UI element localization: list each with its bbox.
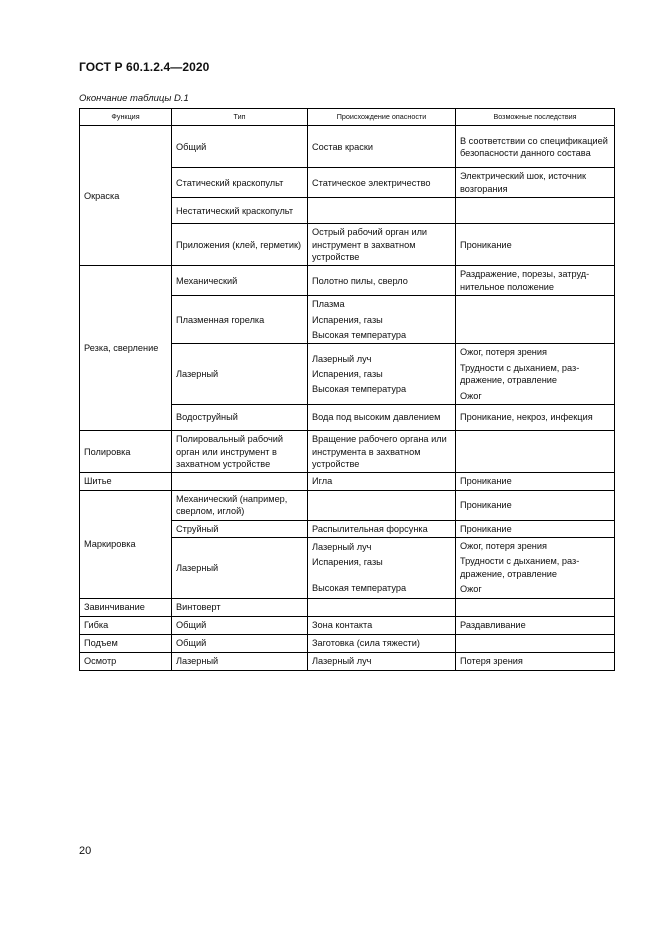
consequence-cell <box>456 198 615 224</box>
hazard-cell-line: Высокая температура <box>312 384 407 395</box>
consequence-cell <box>456 224 615 266</box>
consequence-cell-line: В соответствии со спецификацией безопасности данного состава <box>460 135 608 158</box>
table-row <box>80 126 615 168</box>
type-cell-line: Приложения (клей, герметик) <box>176 239 302 250</box>
hazard-cell-line: Игла <box>312 476 333 487</box>
column-header-function: Функция <box>80 109 172 126</box>
type-cell <box>172 537 308 598</box>
function-cell: Полировка <box>80 431 172 473</box>
consequence-cell <box>456 168 615 198</box>
type-cell <box>172 598 308 616</box>
hazard-cell-line: Вода под высоким давлением <box>312 412 441 423</box>
column-header-hazard: Происхождение опасности <box>308 109 456 126</box>
type-cell-line: Общий <box>176 637 207 648</box>
hazard-cell <box>308 405 456 431</box>
hazard-cell-line: Высокая температура <box>312 330 407 341</box>
hazard-cell-line: Испарения, газы <box>312 314 383 325</box>
consequence-cell-line: Трудности с дыханием, раздражение, отравление <box>460 556 580 579</box>
consequence-cell-line: Раздражение, порезы, затруднительное положение <box>460 269 590 292</box>
function-cell: Маркировка <box>80 490 172 598</box>
hazard-cell-line: Лазерный луч <box>312 353 372 364</box>
consequence-cell <box>456 520 615 537</box>
hazard-cell <box>308 537 456 598</box>
consequence-cell <box>456 598 615 616</box>
hazard-cell-line: Лазерный луч <box>312 655 372 666</box>
hazard-cell-line: Острый рабочий орган или инструмент в захватном устройстве <box>312 227 428 263</box>
type-cell-line: Лазерный <box>176 369 219 380</box>
hazard-cell <box>308 198 456 224</box>
hazard-cell-line: Полотно пилы, сверло <box>312 275 408 286</box>
hazard-cell-line: Испарения, газы <box>312 369 383 380</box>
type-cell <box>172 473 308 490</box>
consequence-cell-line: Проникание <box>460 523 512 534</box>
hazard-cell <box>308 168 456 198</box>
hazard-cell <box>308 224 456 266</box>
type-cell <box>172 520 308 537</box>
hazard-cell <box>308 652 456 670</box>
hazard-cell-line: Заготовка (сила тяжести) <box>312 637 420 648</box>
consequence-cell <box>456 634 615 652</box>
table-caption: Окончание таблицы D.1 <box>79 93 189 104</box>
consequence-cell-line: Ожог, потеря зрения <box>460 347 547 358</box>
column-header-consequence: Возможные последствия <box>456 109 615 126</box>
hazard-cell <box>308 431 456 473</box>
consequence-cell <box>456 490 615 520</box>
function-cell: Осмотр <box>80 652 172 670</box>
hazard-cell <box>308 296 456 344</box>
consequence-cell-line: Проникание, некроз, инфекция <box>460 412 593 423</box>
type-cell-line: Лазерный <box>176 655 219 666</box>
function-cell: Шитье <box>80 473 172 490</box>
consequence-cell-line: Ожог <box>460 584 482 595</box>
type-cell-line: Водоструйный <box>176 412 238 423</box>
hazard-cell <box>308 473 456 490</box>
hazard-cell-line: Плазма <box>312 299 345 310</box>
type-cell <box>172 616 308 634</box>
hazard-cell <box>308 520 456 537</box>
hazard-cell-line: Высокая температура <box>312 583 407 594</box>
consequence-cell <box>456 616 615 634</box>
type-cell-line: Механический (например, сверлом, иглой) <box>176 493 288 517</box>
type-cell-line: Общий <box>176 619 207 630</box>
type-cell-line: Плазменная горелка <box>176 314 265 325</box>
hazard-cell <box>308 344 456 405</box>
consequence-cell <box>456 296 615 344</box>
type-cell-line: Общий <box>176 141 207 152</box>
type-cell <box>172 490 308 520</box>
consequence-cell <box>456 405 615 431</box>
type-cell-line: Статический краскопульт <box>176 177 284 188</box>
type-cell <box>172 344 308 405</box>
hazard-cell <box>308 634 456 652</box>
table-row <box>80 616 615 634</box>
consequence-cell-line: Раздавливание <box>460 619 526 630</box>
consequence-cell-line: Трудности с дыханием, раздражение, отравление <box>460 362 580 386</box>
consequence-cell <box>456 652 615 670</box>
hazard-cell <box>308 616 456 634</box>
hazard-cell <box>308 126 456 168</box>
function-cell: Резка, сверление <box>80 266 172 431</box>
consequence-cell <box>456 266 615 296</box>
table-row <box>80 598 615 616</box>
type-cell-line: Нестатический краскопульт <box>176 205 294 216</box>
table-row <box>80 266 615 296</box>
function-cell: Завинчивание <box>80 598 172 616</box>
consequence-cell <box>456 344 615 405</box>
consequence-cell-line: Проникание <box>460 239 512 250</box>
consequence-cell-line: Ожог, потеря зрения <box>460 540 547 551</box>
column-header-type: Тип <box>172 109 308 126</box>
type-cell <box>172 634 308 652</box>
type-cell-line: Струйный <box>176 523 219 534</box>
type-cell <box>172 224 308 266</box>
type-cell <box>172 266 308 296</box>
hazard-cell-line: Состав краски <box>312 141 373 152</box>
hazard-cell-line: Зона контакта <box>312 619 373 630</box>
type-cell <box>172 168 308 198</box>
type-cell <box>172 431 308 473</box>
type-cell <box>172 198 308 224</box>
hazard-cell <box>308 266 456 296</box>
hazard-cell <box>308 490 456 520</box>
type-cell-line: Механический <box>176 275 238 286</box>
type-cell <box>172 652 308 670</box>
consequence-cell-line: Проникание <box>460 499 512 510</box>
type-cell <box>172 296 308 344</box>
type-cell-line: Полировальный рабочий орган или инструмент в захватном устройстве <box>176 434 284 469</box>
table-row <box>80 490 615 520</box>
hazard-cell-line: Статическое электричество <box>312 177 431 188</box>
document-header: ГОСТ Р 60.1.2.4—2020 <box>79 60 210 74</box>
type-cell <box>172 126 308 168</box>
consequence-cell <box>456 473 615 490</box>
table-row <box>80 473 615 490</box>
table-row <box>80 652 615 670</box>
consequence-cell-line: Проникание <box>460 476 512 487</box>
consequence-cell-line: Электрический шок, источник возгорания <box>460 171 587 194</box>
consequence-cell <box>456 431 615 473</box>
type-cell-line: Лазерный <box>176 562 219 573</box>
page-number: 20 <box>79 845 92 857</box>
function-cell: Подъем <box>80 634 172 652</box>
hazard-cell <box>308 598 456 616</box>
type-cell <box>172 405 308 431</box>
function-cell: Гибка <box>80 616 172 634</box>
consequence-cell-line: Потеря зрения <box>460 655 523 666</box>
consequence-cell <box>456 537 615 598</box>
table-body <box>80 126 615 670</box>
hazard-cell-line: Лазерный луч <box>312 541 372 552</box>
table-header-row <box>80 109 615 126</box>
table-row <box>80 634 615 652</box>
hazard-cell-line: Вращение рабочего органа или инструмента в захватном устройстве <box>312 434 447 469</box>
type-cell-line: Винтоверт <box>176 601 221 612</box>
table-row <box>80 431 615 473</box>
consequence-cell-line: Ожог <box>460 390 482 401</box>
function-cell: Окраска <box>80 126 172 266</box>
hazard-cell-line: Испарения, газы <box>312 557 383 568</box>
hazard-cell-line: Распылительная форсунка <box>312 523 428 534</box>
hazards-table <box>79 108 615 671</box>
consequence-cell <box>456 126 615 168</box>
